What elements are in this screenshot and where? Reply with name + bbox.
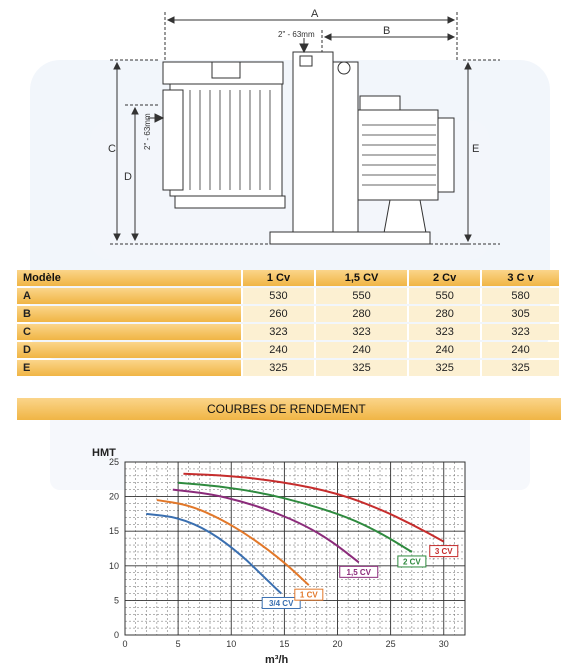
- table-cell: 323: [482, 324, 561, 340]
- table-cell: 240: [243, 342, 316, 358]
- table-cell: 325: [409, 360, 482, 376]
- table-cell: 550: [409, 288, 482, 304]
- chart-grid: [125, 462, 465, 635]
- table-row: [17, 360, 561, 376]
- x-tick-label: 0: [122, 639, 128, 649]
- table-header-cell: 1,5 CV: [316, 270, 409, 286]
- y-tick-label: 15: [108, 526, 119, 537]
- table-cell: 240: [482, 342, 561, 358]
- y-tick-label: 25: [108, 457, 119, 467]
- dimensions-table: [17, 268, 561, 378]
- table-header-row: [17, 270, 561, 286]
- y-tick-label: 20: [108, 491, 119, 502]
- table-cell: 530: [243, 288, 316, 304]
- table-cell: 260: [243, 306, 316, 322]
- x-tick-label: 20: [332, 639, 343, 649]
- top-connection-label: 2" - 63mm: [278, 30, 315, 39]
- table-header-cell: 1 Cv: [243, 270, 316, 286]
- table-cell: 240: [316, 342, 409, 358]
- table-cell: 323: [316, 324, 409, 340]
- table-cell: 280: [409, 306, 482, 322]
- dimension-label-d: D: [124, 171, 132, 183]
- table-row-label: A: [17, 288, 243, 304]
- table-row-label: B: [17, 306, 243, 322]
- dimension-label-a: A: [311, 8, 319, 20]
- series-label: 2 CV: [402, 557, 421, 567]
- dimension-label-e: E: [472, 143, 480, 155]
- dimension-label-b: B: [383, 25, 391, 37]
- table-cell: 325: [316, 360, 409, 376]
- table-cell: 323: [243, 324, 316, 340]
- table-cell: 280: [316, 306, 409, 322]
- table-cell: 323: [409, 324, 482, 340]
- performance-curves-chart: [80, 440, 500, 671]
- series-label: 1,5 CV: [346, 567, 371, 577]
- x-tick-label: 30: [438, 639, 449, 649]
- y-tick-label: 5: [113, 595, 119, 606]
- table-header-cell: Modèle: [17, 270, 243, 286]
- dimension-label-c: C: [108, 143, 116, 155]
- side-connection-label: 2" - 63mm: [143, 113, 152, 150]
- table-cell: 580: [482, 288, 561, 304]
- table-cell: 240: [409, 342, 482, 358]
- table-row-label: D: [17, 342, 243, 358]
- y-axis-label: HMT: [92, 447, 116, 459]
- x-axis-label: m³/h: [265, 654, 289, 666]
- table-cell: 550: [316, 288, 409, 304]
- table-cell: 305: [482, 306, 561, 322]
- table-row: [17, 306, 561, 322]
- x-tick-label: 10: [226, 639, 237, 649]
- table-cell: 325: [243, 360, 316, 376]
- series-label: 3 CV: [434, 547, 453, 557]
- y-tick-label: 10: [108, 560, 119, 571]
- y-tick-label: 0: [113, 630, 119, 640]
- table-header-cell: 2 Cv: [409, 270, 482, 286]
- table-row: [17, 342, 561, 358]
- x-tick-label: 5: [175, 639, 181, 649]
- table-row: [17, 288, 561, 304]
- table-header-cell: 3 C v: [482, 270, 561, 286]
- section-title: COURBES DE RENDEMENT: [17, 398, 561, 420]
- series-label: 3/4 CV: [268, 598, 294, 608]
- table-row-label: E: [17, 360, 243, 376]
- pump-technical-drawing: [0, 0, 582, 260]
- x-tick-label: 15: [279, 639, 290, 649]
- table-cell: 325: [482, 360, 561, 376]
- table-row: [17, 324, 561, 340]
- table-row-label: C: [17, 324, 243, 340]
- x-tick-label: 25: [385, 639, 396, 649]
- series-label: 1 CV: [299, 590, 318, 600]
